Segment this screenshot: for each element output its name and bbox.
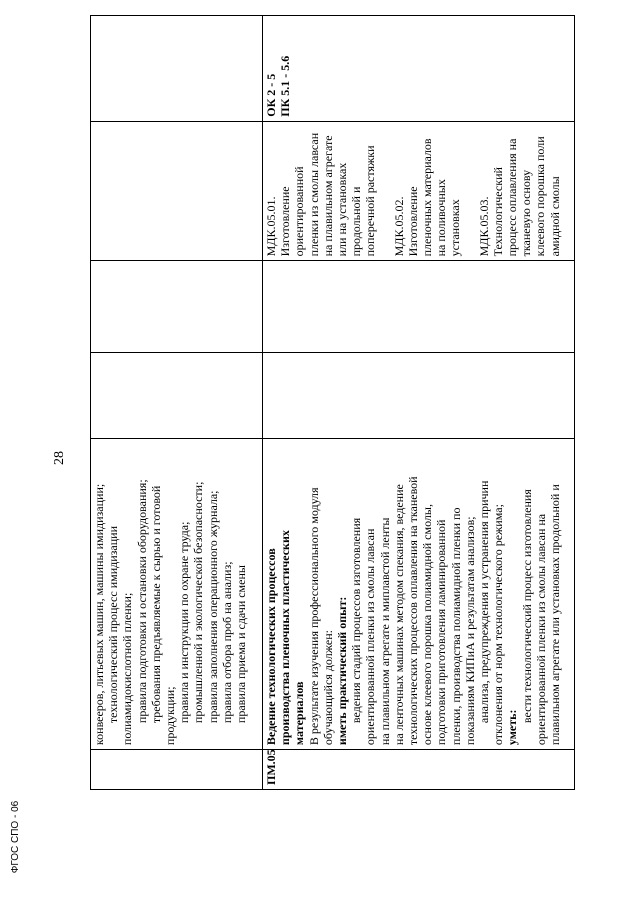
mdk-line: продольной и — [349, 186, 364, 257]
practice-line: ведения стадий процессов изготовления — [349, 517, 364, 724]
practice-line: пленки, производства полиамидной пленки по — [448, 507, 463, 746]
mdk-line: клеевого порошка поли — [533, 136, 548, 257]
footer-standard-code: ФГОС СПО - 06 — [10, 800, 21, 874]
skills-line: ориентированной пленки из смолы лавсан на — [533, 513, 548, 746]
cell-hours-empty — [91, 352, 262, 438]
module-title-line: материалов — [292, 681, 307, 746]
skills-line: плавильном агрегате или установках продольной и — [548, 484, 563, 746]
desc-line: технологический процесс имидизации — [106, 525, 121, 724]
desc-line: конвееров, литьевых машин, машины имидизации; — [92, 483, 106, 746]
practice-line: анализа, предупреждения и устранения причин — [477, 480, 492, 724]
practice-line: основе клеевого порошка полиамидной смолы, — [420, 504, 435, 746]
module-code: ПМ.05 — [263, 749, 574, 789]
practice-line: на ленточных машинах методом спекания, ведение — [391, 484, 406, 746]
table-row-pm05 — [263, 16, 574, 789]
mdk-line: процесс оплавления на — [505, 138, 520, 257]
mdk-line: установках — [448, 199, 463, 257]
page-number: 28 — [52, 451, 67, 465]
mdk-line: пленочных материалов — [420, 138, 435, 257]
practice-line: технологических процессов оплавления на тканевой — [406, 476, 421, 746]
intro-line: обучающийся должен: — [320, 630, 335, 746]
practice-line: ориентированной пленки из смолы лавсан — [363, 528, 378, 746]
mdk-spacer — [378, 126, 392, 257]
desc-line: промышленной и экологической безопасности; — [191, 481, 206, 724]
mdk-line: МДК.05.03. — [476, 196, 491, 257]
desc-line: правила заполнения операционного журнала; — [205, 490, 220, 724]
cell-hours-empty — [263, 352, 574, 438]
module-title-line: производства пленочных пластических — [278, 530, 293, 746]
cell-hours-empty — [91, 260, 262, 352]
cell-mdk-list — [263, 121, 574, 261]
cell-mdk-empty — [91, 121, 262, 261]
practice-line: отклонения от норм технологического режима; — [491, 504, 506, 746]
practice-line: показаниям КИПиА и результатам анализов; — [462, 516, 477, 746]
competency-professional: ПК 5.1 - 5.6 — [278, 55, 293, 117]
mdk-line: на поливочных — [434, 179, 449, 257]
mdk-line: МДК.05.02. — [391, 196, 406, 257]
curriculum-table — [90, 15, 575, 790]
practice-line: подготовки приготовления ламинированной — [434, 519, 449, 746]
mdk-line: Изготовление — [405, 186, 420, 257]
practice-line: на плавильном агрегате и миплавстой ленты — [377, 517, 392, 746]
skills-heading: уметь: — [505, 709, 520, 746]
mdk-line: на плавильном агрегате — [320, 135, 335, 257]
cell-hours-empty — [263, 260, 574, 352]
module-title-line: Ведение технологических процессов — [264, 548, 278, 746]
mdk-line: или на установках — [335, 162, 350, 257]
competency-general: ОК 2 - 5 — [264, 73, 278, 117]
mdk-line: ориентированной — [292, 166, 307, 257]
cell-competencies — [263, 16, 574, 121]
desc-line: правила подготовки и остановки оборудования; — [134, 479, 149, 724]
desc-line: полиамидокислотной пленки; — [120, 592, 135, 746]
cell-description-continuation — [91, 438, 262, 749]
cell-code-empty — [91, 749, 262, 789]
cell-module-description — [263, 438, 574, 749]
mdk-line: Технологический — [490, 167, 505, 257]
table-row-continuation — [91, 16, 263, 789]
skills-line: вести технологический процесс изготовления — [519, 489, 534, 724]
mdk-line: Изготовление — [278, 186, 293, 257]
mdk-line: МДК.05.01. — [264, 196, 278, 257]
intro-line: В результате изучения профессионального модуля — [306, 487, 321, 746]
desc-line: правила и инструкции по охране труда; — [177, 521, 192, 724]
desc-line: правила приема и сдачи смены — [234, 565, 249, 724]
mdk-line: тканевую основу — [519, 169, 534, 257]
desc-line: требования предъявляемые к сырью и готовой — [148, 485, 163, 724]
mdk-spacer — [463, 126, 477, 257]
mdk-line: пленки из смолы лавсан — [306, 132, 321, 257]
practice-heading: иметь практический опыт: — [335, 596, 350, 746]
mdk-line: амидной смолы — [547, 176, 562, 257]
desc-line: продукции; — [163, 686, 178, 746]
mdk-line: поперечной растяжки — [363, 145, 378, 257]
desc-line: правила отбора проб на анализ; — [219, 561, 234, 724]
cell-competencies-empty — [91, 16, 262, 121]
